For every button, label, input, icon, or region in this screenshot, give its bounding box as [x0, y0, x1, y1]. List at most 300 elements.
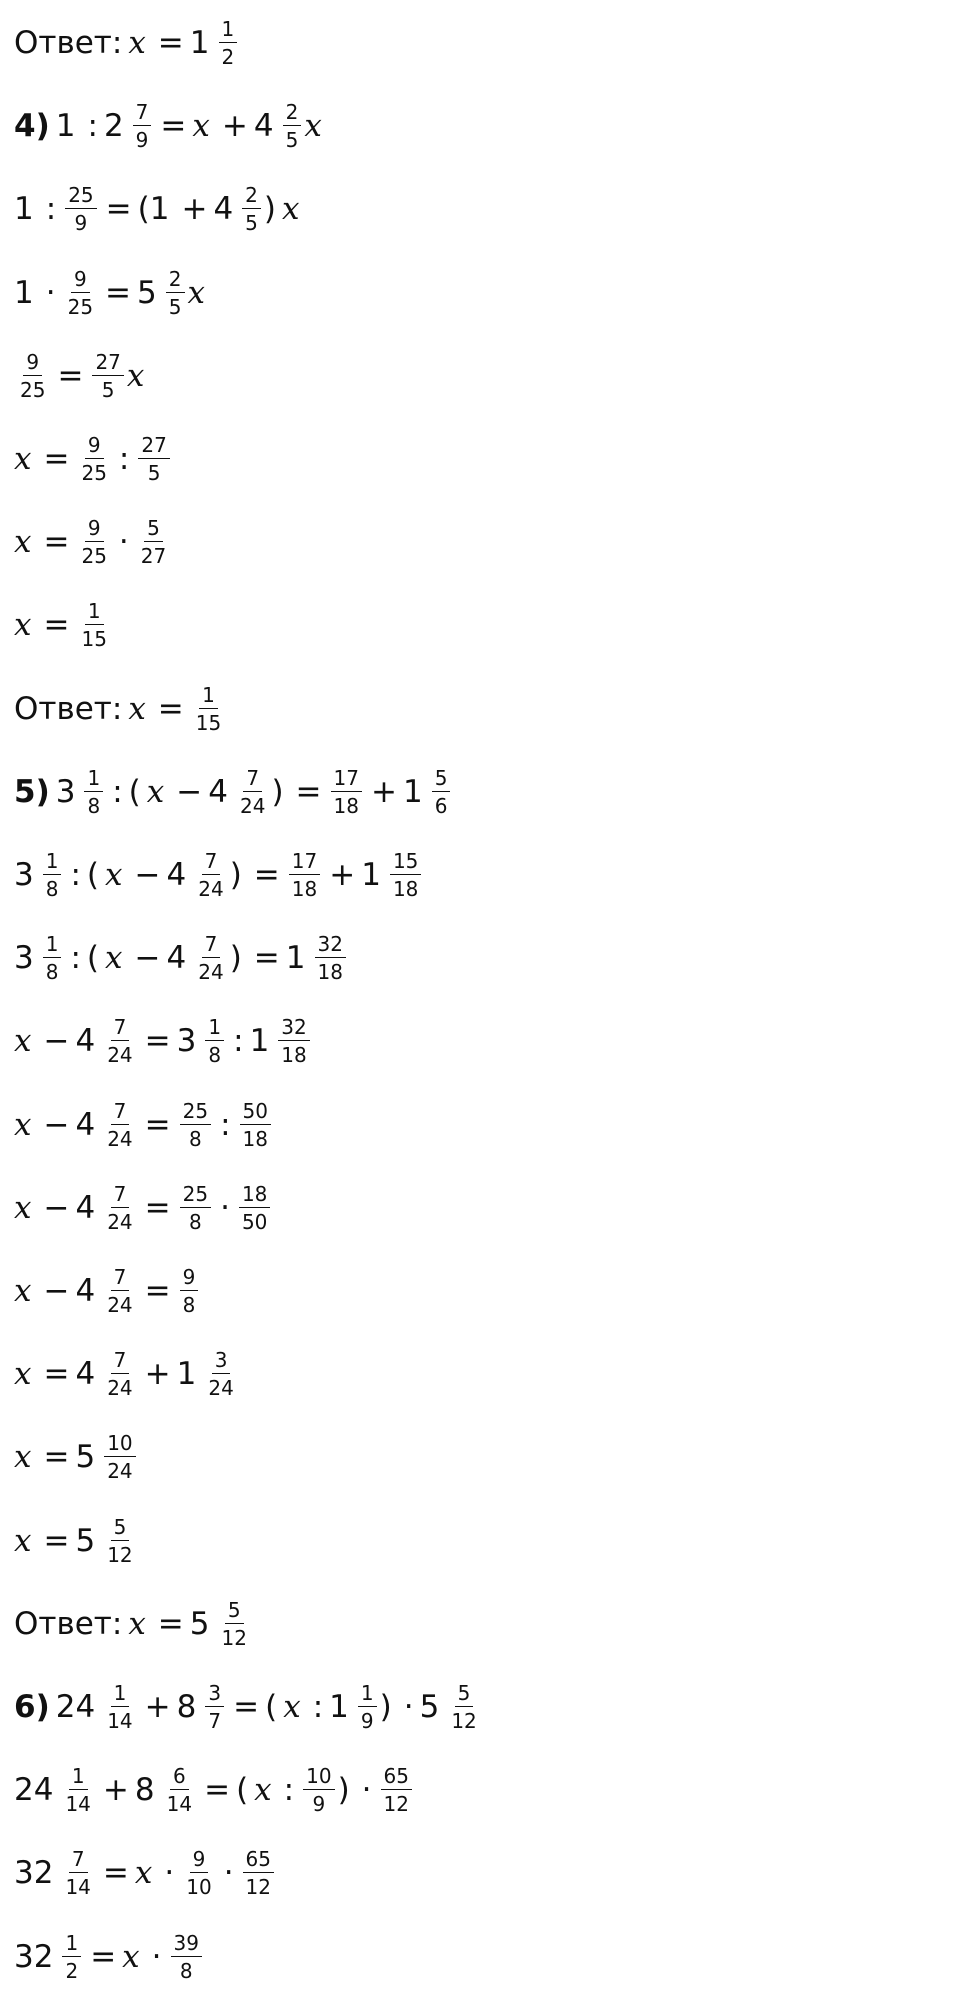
fraction-numerator: 25	[180, 1101, 211, 1125]
operator: ·	[151, 1938, 162, 1975]
fraction-numerator: 2	[166, 269, 185, 293]
operator: ·	[164, 1855, 175, 1892]
fraction	[104, 1015, 135, 1068]
fraction	[164, 1764, 195, 1817]
operator: +	[144, 1689, 171, 1725]
fraction-denominator: 2	[221, 45, 235, 69]
fraction	[195, 851, 226, 899]
fraction-denominator: 14	[65, 1792, 91, 1817]
fraction-numerator: 6	[170, 1766, 189, 1790]
variable: x	[128, 1605, 146, 1642]
fraction	[65, 266, 96, 319]
fraction-denominator: 24	[107, 1459, 133, 1484]
fraction-numerator: 7	[202, 934, 221, 958]
operator: =	[57, 357, 84, 394]
fraction-denominator: 12	[107, 1542, 133, 1567]
fraction-numerator: 7	[111, 1267, 130, 1291]
operator: +	[181, 191, 208, 228]
fraction-denominator: 9	[74, 211, 88, 236]
fraction-numerator: 1	[43, 851, 62, 875]
variable: x	[14, 1023, 32, 1060]
fraction-denominator: 27	[140, 544, 167, 569]
fraction-numerator: 1	[69, 1766, 88, 1790]
operator: =	[160, 108, 187, 145]
number: 24	[55, 1689, 96, 1725]
number: 1	[176, 1356, 197, 1393]
fraction-denominator: 25	[67, 294, 94, 319]
variable: x	[14, 524, 32, 561]
fraction	[84, 765, 103, 818]
fraction	[239, 1181, 270, 1234]
fraction-numerator: 5	[111, 1517, 130, 1541]
operator: +	[144, 1356, 171, 1393]
operator: −	[43, 1189, 70, 1226]
equation-line	[14, 258, 211, 328]
fraction-numerator: 65	[243, 1849, 274, 1873]
fraction	[303, 1764, 334, 1817]
operator: =	[204, 1772, 231, 1809]
fraction-numerator: 1	[111, 1683, 130, 1707]
fraction-numerator: 1	[85, 601, 104, 625]
fraction	[104, 1431, 135, 1484]
number: 5	[75, 1522, 96, 1559]
fraction	[104, 1683, 135, 1731]
number: 1	[189, 25, 210, 61]
fraction-denominator: 15	[81, 627, 107, 652]
fraction-denominator: 50	[241, 1209, 268, 1234]
fraction-numerator: 9	[23, 352, 42, 376]
fraction-denominator: 18	[281, 1043, 307, 1068]
equation-line	[14, 674, 227, 744]
operator: :	[112, 773, 123, 810]
fraction-numerator: 7	[243, 768, 262, 792]
fraction	[78, 599, 109, 652]
fraction-denominator: 12	[383, 1792, 409, 1817]
variable: x	[254, 1772, 272, 1809]
variable: x	[128, 25, 146, 61]
number: 8	[134, 1772, 155, 1809]
problem-number: 5)	[14, 773, 50, 810]
fraction-numerator: 9	[180, 1267, 199, 1291]
fraction-numerator: 17	[289, 851, 320, 875]
fraction-numerator: 50	[240, 1101, 271, 1125]
fraction	[205, 1683, 224, 1731]
equation-line	[14, 341, 150, 411]
fraction	[237, 765, 268, 818]
fraction	[205, 1015, 224, 1068]
number: (	[86, 857, 100, 893]
fraction-numerator: 1	[199, 685, 218, 709]
variable: x	[283, 1689, 301, 1725]
operator: =	[144, 1023, 171, 1060]
fraction	[205, 1348, 236, 1401]
fraction	[180, 1098, 211, 1151]
fraction-numerator: 17	[331, 768, 362, 792]
operator: :	[118, 441, 130, 477]
operator: =	[144, 1273, 171, 1309]
number: (	[265, 1689, 278, 1725]
number: 4	[75, 1273, 96, 1309]
fraction-numerator: 7	[202, 851, 221, 875]
fraction-denominator: 15	[195, 710, 222, 735]
fraction-denominator: 8	[87, 793, 101, 818]
fraction-numerator: 39	[171, 1933, 202, 1957]
fraction-numerator: 9	[85, 518, 104, 542]
operator: ·	[220, 1189, 230, 1226]
equation-line	[14, 507, 172, 577]
operator: −	[43, 1273, 70, 1309]
fraction-numerator: 3	[205, 1683, 224, 1707]
problem-number: 4)	[14, 108, 50, 145]
fraction-denominator: 2	[65, 1958, 79, 1983]
variable: x	[14, 1106, 32, 1143]
fraction-numerator: 65	[381, 1766, 412, 1790]
fraction-numerator: 5	[144, 518, 163, 542]
number: 5	[189, 1605, 210, 1642]
variable: x	[282, 191, 300, 228]
fraction-numerator: 15	[390, 851, 421, 875]
number: 32	[14, 1855, 54, 1892]
fraction-denominator: 6	[434, 793, 448, 818]
fraction-denominator: 24	[107, 1126, 133, 1151]
fraction-denominator: 8	[45, 960, 59, 985]
variable: x	[126, 357, 145, 394]
fraction-denominator: 8	[182, 1293, 196, 1317]
fraction	[62, 1764, 93, 1817]
fraction-numerator: 2	[242, 185, 261, 209]
equation-line	[14, 757, 453, 827]
operator: =	[253, 940, 280, 977]
operator: :	[70, 857, 81, 893]
fraction-numerator: 7	[69, 1849, 88, 1873]
operator: +	[221, 108, 248, 145]
equation-line	[14, 923, 349, 993]
fraction-denominator: 25	[20, 377, 46, 402]
number: (	[86, 940, 100, 977]
number: 8	[176, 1689, 197, 1725]
fraction	[62, 1847, 93, 1900]
fraction-denominator: 7	[208, 1709, 222, 1733]
variable: x	[187, 274, 205, 311]
fraction-denominator: 24	[107, 1043, 133, 1068]
number: 32	[14, 1938, 54, 1975]
fraction-denominator: 14	[65, 1875, 91, 1900]
operator: −	[134, 857, 161, 893]
operator: =	[157, 25, 184, 61]
operator: =	[43, 607, 70, 644]
number: 4	[208, 773, 228, 810]
fraction-numerator: 27	[92, 352, 123, 376]
fraction	[448, 1683, 479, 1731]
fraction-numerator: 1	[205, 1017, 224, 1041]
operator: =	[144, 1189, 171, 1226]
answer-label: Ответ:	[14, 690, 123, 727]
fraction-denominator: 9	[135, 128, 149, 153]
fraction	[78, 435, 109, 483]
equation-line	[14, 1838, 277, 1908]
operator: =	[43, 441, 70, 477]
fraction-denominator: 5	[101, 377, 115, 402]
number: 5	[137, 274, 157, 311]
fraction-denominator: 18	[242, 1126, 268, 1151]
fraction-numerator: 7	[111, 1350, 130, 1374]
fraction-denominator: 14	[107, 1709, 133, 1733]
operator: =	[253, 857, 280, 893]
fraction	[133, 100, 152, 153]
operator: =	[233, 1689, 260, 1725]
operator: −	[43, 1023, 70, 1060]
fraction-denominator: 25	[81, 544, 107, 569]
fraction-numerator: 7	[111, 1184, 130, 1208]
fraction-denominator: 9	[312, 1792, 326, 1817]
fraction	[283, 100, 302, 153]
equation-line	[14, 1506, 139, 1576]
operator: =	[90, 1938, 117, 1975]
fraction-numerator: 9	[190, 1849, 209, 1873]
fraction-numerator: 1	[43, 934, 62, 958]
fraction-denominator: 5	[285, 128, 299, 153]
number: 1	[285, 940, 306, 977]
fraction-numerator: 7	[111, 1017, 130, 1041]
operator: +	[370, 773, 397, 810]
fraction-denominator: 9	[360, 1709, 374, 1733]
equation-line	[14, 1672, 483, 1742]
equation-line	[14, 8, 240, 78]
operator: +	[329, 857, 356, 893]
variable: x	[122, 1938, 140, 1975]
fraction-denominator: 8	[179, 1958, 193, 1983]
fraction-numerator: 1	[84, 768, 103, 792]
number: 5	[75, 1439, 96, 1476]
fraction	[104, 1514, 135, 1567]
equation-line	[14, 1922, 205, 1992]
operator: =	[102, 1855, 129, 1892]
equation-line	[14, 1339, 240, 1409]
fraction	[171, 1930, 202, 1983]
fraction-denominator: 10	[186, 1875, 212, 1900]
fraction	[104, 1098, 135, 1151]
fraction	[432, 765, 451, 818]
problem-number: 6)	[14, 1689, 50, 1725]
equation-line	[14, 1589, 253, 1659]
variable: x	[105, 857, 123, 893]
fraction	[183, 1847, 214, 1900]
number: 24	[14, 1772, 54, 1809]
number: 3	[55, 773, 76, 810]
fraction	[358, 1683, 377, 1731]
number: (1	[137, 191, 170, 228]
operator: :	[70, 940, 81, 977]
fraction-numerator: 1	[358, 1683, 377, 1707]
fraction	[243, 1847, 274, 1900]
number: 4	[253, 108, 274, 145]
fraction-denominator: 24	[198, 877, 224, 901]
fraction	[193, 682, 224, 735]
fraction	[289, 851, 320, 899]
number: 4	[75, 1189, 96, 1226]
equation-line	[14, 424, 173, 494]
number: (	[236, 1772, 249, 1809]
fraction-denominator: 18	[317, 960, 343, 985]
number: (	[128, 773, 141, 810]
operator: :	[312, 1689, 324, 1725]
fraction-denominator: 24	[107, 1376, 133, 1401]
number: 4	[166, 940, 187, 977]
number: )	[337, 1772, 350, 1809]
fraction-denominator: 24	[107, 1209, 133, 1234]
number: 1	[361, 857, 381, 893]
fraction	[331, 765, 362, 818]
fraction-denominator: 14	[166, 1792, 193, 1817]
variable: x	[14, 1439, 32, 1476]
operator: −	[134, 940, 161, 977]
fraction-numerator: 32	[278, 1017, 309, 1041]
fraction	[315, 932, 346, 985]
equation-line	[14, 91, 328, 161]
operator: ·	[223, 1855, 234, 1892]
fraction-denominator: 5	[168, 294, 182, 319]
operator: ·	[45, 274, 56, 311]
operator: =	[157, 1605, 184, 1642]
fraction-numerator: 25	[65, 185, 96, 209]
operator: =	[43, 1439, 70, 1476]
fraction-denominator: 5	[147, 461, 161, 485]
number: 1	[329, 1689, 349, 1725]
fraction-denominator: 24	[107, 1293, 133, 1317]
number: 4	[166, 857, 187, 893]
variable: x	[192, 108, 210, 145]
fraction	[381, 1764, 412, 1817]
equation-line	[14, 1006, 313, 1076]
number: )	[229, 940, 242, 977]
equation-line	[14, 1173, 273, 1243]
variable: x	[134, 1855, 153, 1892]
fraction-numerator: 3	[212, 1350, 231, 1374]
number: 5	[419, 1689, 440, 1725]
operator: −	[43, 1106, 70, 1143]
number: 1	[14, 274, 34, 311]
fraction-numerator: 10	[303, 1766, 334, 1790]
fraction-denominator: 5	[245, 211, 258, 236]
fraction	[43, 851, 62, 899]
operator: =	[105, 191, 132, 228]
equation-line	[14, 840, 424, 910]
variable: x	[128, 690, 146, 727]
equation-line	[14, 590, 113, 660]
fraction-numerator: 9	[85, 435, 104, 459]
fraction	[240, 1098, 271, 1151]
fraction	[278, 1015, 309, 1068]
fraction	[180, 1181, 211, 1234]
fraction	[166, 266, 185, 319]
fraction-denominator: 12	[221, 1625, 247, 1650]
fraction	[242, 183, 261, 236]
variable: x	[14, 1273, 32, 1309]
fraction	[138, 435, 169, 483]
operator: =	[43, 1522, 70, 1559]
fraction-denominator: 8	[189, 1126, 202, 1151]
operator: ·	[361, 1772, 372, 1809]
variable: x	[14, 607, 32, 644]
fraction-denominator: 8	[45, 877, 59, 901]
fraction-denominator: 12	[245, 1875, 271, 1900]
operator: :	[45, 191, 57, 228]
fraction	[43, 932, 62, 985]
fraction-denominator: 8	[208, 1043, 222, 1068]
variable: x	[14, 1522, 32, 1559]
operator: =	[295, 773, 322, 810]
operator: =	[157, 690, 184, 727]
fraction-numerator: 1	[219, 19, 238, 43]
variable: x	[304, 108, 322, 145]
variable: x	[14, 441, 32, 477]
fraction	[104, 1348, 135, 1401]
fraction-numerator: 5	[432, 768, 451, 792]
number: 3	[14, 940, 34, 977]
fraction-denominator: 18	[333, 793, 359, 818]
fraction-denominator: 12	[451, 1709, 477, 1733]
fraction-denominator: 8	[189, 1209, 202, 1234]
operator: −	[176, 773, 203, 810]
number: )	[271, 773, 284, 810]
fraction	[104, 1181, 135, 1234]
operator: :	[283, 1772, 295, 1809]
fraction	[92, 349, 123, 402]
operator: :	[220, 1106, 231, 1143]
operator: =	[43, 1356, 70, 1393]
fraction	[219, 19, 238, 67]
fraction-numerator: 1	[62, 1933, 81, 1957]
equation-line	[14, 1755, 415, 1825]
fraction-denominator: 25	[81, 461, 107, 485]
fraction	[78, 516, 109, 569]
number: 1	[249, 1023, 270, 1060]
number: )	[229, 857, 242, 893]
fraction-denominator: 18	[392, 877, 419, 901]
number: 4	[75, 1023, 96, 1060]
equation-line	[14, 1090, 274, 1160]
variable: x	[146, 773, 165, 810]
fraction	[195, 932, 226, 985]
fraction-numerator: 32	[315, 934, 346, 958]
number: 3	[14, 857, 34, 893]
number: 3	[176, 1023, 197, 1060]
fraction-numerator: 5	[455, 1683, 474, 1707]
number: 4	[75, 1356, 96, 1393]
operator: ·	[118, 524, 129, 561]
fraction-numerator: 10	[104, 1433, 135, 1457]
number: 1	[14, 191, 34, 228]
fraction-denominator: 18	[291, 877, 318, 901]
fraction-numerator: 5	[225, 1600, 244, 1624]
operator: =	[43, 524, 70, 561]
variable: x	[14, 1189, 32, 1226]
fraction	[65, 183, 96, 236]
operator: ·	[403, 1689, 414, 1725]
variable: x	[105, 940, 123, 977]
fraction-numerator: 2	[283, 102, 302, 126]
fraction	[180, 1267, 199, 1315]
operator: :	[233, 1023, 244, 1060]
fraction	[62, 1930, 81, 1983]
fraction	[390, 851, 421, 899]
fraction-numerator: 25	[180, 1184, 211, 1208]
fraction-denominator: 24	[198, 960, 224, 985]
fraction-numerator: 27	[138, 435, 169, 459]
fraction	[138, 516, 169, 569]
number: )	[263, 191, 277, 228]
number: )	[379, 1689, 392, 1725]
